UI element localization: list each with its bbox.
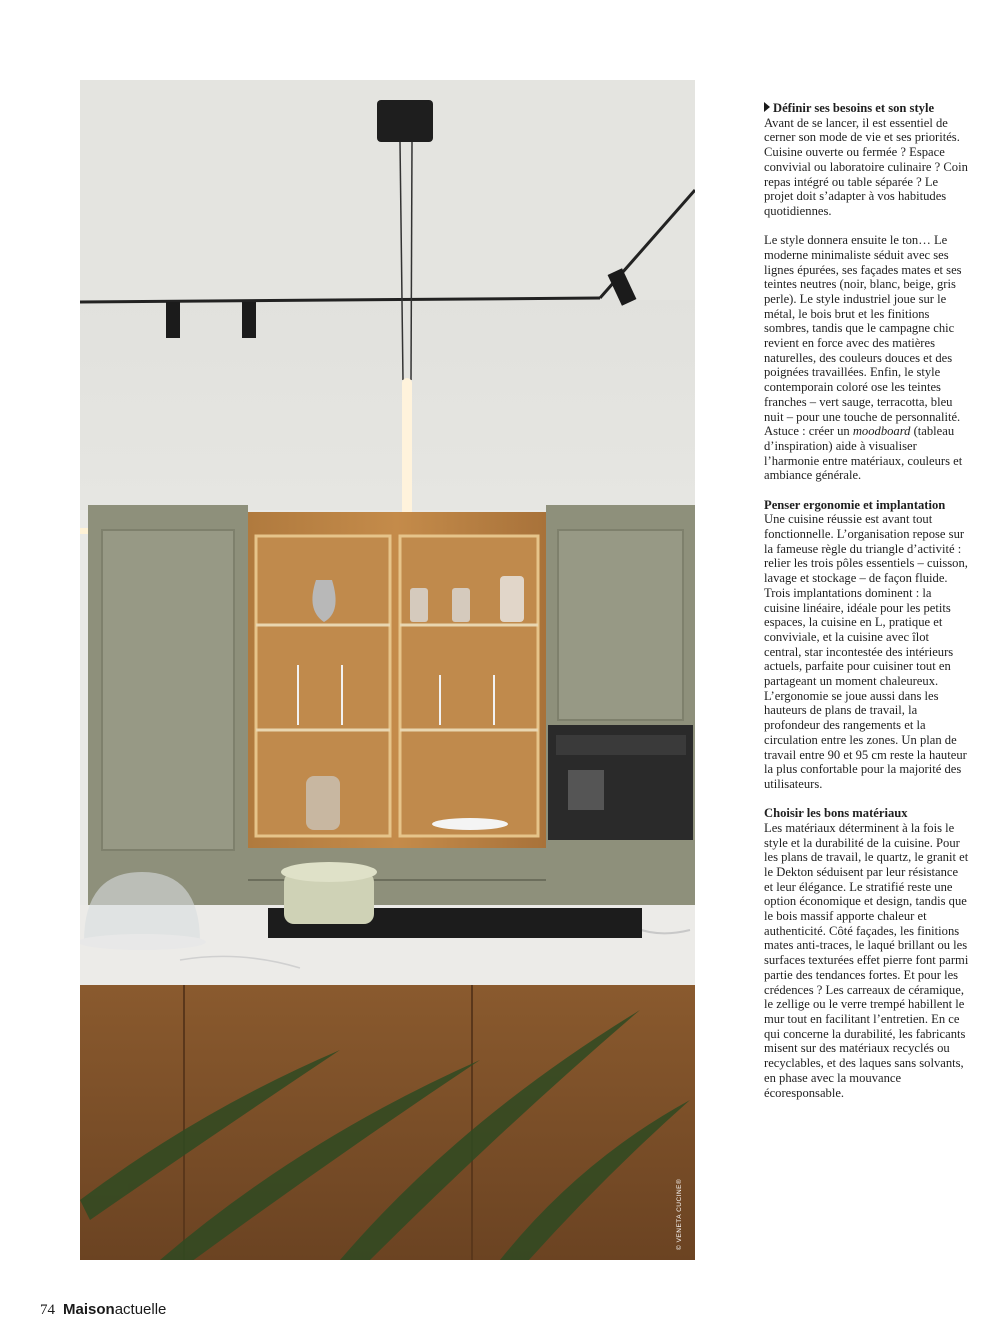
photo-credit: © VENETA CUCINE®: [676, 1178, 683, 1250]
style-text-part2: (tableau d’inspiration) aide à visualiser l’harmonie entre matériaux, couleurs et ambiance générale.: [764, 424, 963, 483]
play-triangle-icon: [764, 102, 770, 112]
section-body-besoins: Avant de se lancer, il est essentiel de cerner son mode de vie et ses priorités. Cuisine ouverte ou fermée ? Espace convivial ou laboratoire culinaire ? Coin repas intégré ou table séparée ? Le projet doit s’adapter à vos habitudes quotidiennes.: [764, 115, 968, 218]
page-number: 74: [40, 1302, 55, 1318]
kitchen-illustration: [80, 80, 695, 1260]
magazine-logo-bold: Maison: [63, 1301, 115, 1318]
moodboard-term: moodboard: [852, 424, 911, 439]
magazine-logo-regular: actuelle: [114, 1301, 167, 1318]
page-footer: [40, 1301, 166, 1319]
style-text-part1: Le style donnera ensuite le ton… Le moderne minimaliste séduit avec ses lignes épurées, ses façades mates et ses teintes neutres (noir, blanc, beige, gris perle). Le style industriel joue sur le métal, le bois brut et les finitions sombres, tandis que le campagne chic revient en force avec des matières naturelles, des couleurs douces et des poignées travaillées. Enfin, le style contemporain coloré ose les teintes franches – vert sauge, terracotta, bleu nuit – pour une touche de personnalité. Astuce : créer un: [764, 233, 962, 439]
section-body-style: [764, 233, 969, 483]
section-heading-ergonomie: Penser ergonomie et implantation: [764, 497, 946, 512]
section-heading-besoins: [764, 101, 969, 116]
article-column: [764, 101, 969, 1100]
kitchen-photo: [80, 80, 695, 1260]
section-body-materiaux: Les matériaux déterminent à la fois le style et la durabilité de la cuisine. Pour les plans de travail, le quartz, le granit et le Dekton séduisent par leur résistance et leur élégance. Le stratifié reste une option économique et design, tandis que le bois massif apporte chaleur et authenticité. Côté façades, les finitions mates anti-traces, le laqué brillant ou les surfaces texturées effet pierre font parmi partie des tendances fortes. Et pour les crédences ? Les carreaux de céramique, le zellige ou le verre trempé habillent le mur tout en facilitant l’entretien. En ce qui concerne la durabilité, les fabricants misent sur des matériaux recyclés ou recyclables, et des laques sans solvants, en phase avec la mouvance écoresponsable.: [764, 820, 969, 1100]
section-body-ergonomie: Une cuisine réussie est avant tout fonctionnelle. L’organisation repose sur la fameuse règle du triangle d’activité : relier les trois pôles essentiels – cuisson, lavage et stockage – de façon fluide. Trois implantations dominent : la cuisine linéaire, idéale pour les petits espaces, la cuisine en L, pratique et conviviale, et la cuisine avec îlot central, star incontestée des intérieurs actuels, parfaite pour cuisiner tout en partageant un moment chaleureux. L’ergonomie se joue aussi dans les hauteurs de plans de travail, la profondeur des rangements et la circulation entre les zones. Un plan de travail entre 90 et 95 cm reste la hauteur la plus confortable pour la majorité des utilisateurs.: [764, 512, 968, 791]
section-heading-materiaux: Choisir les bons matériaux: [764, 806, 908, 821]
section-heading-text: Définir ses besoins et son style: [773, 101, 935, 115]
